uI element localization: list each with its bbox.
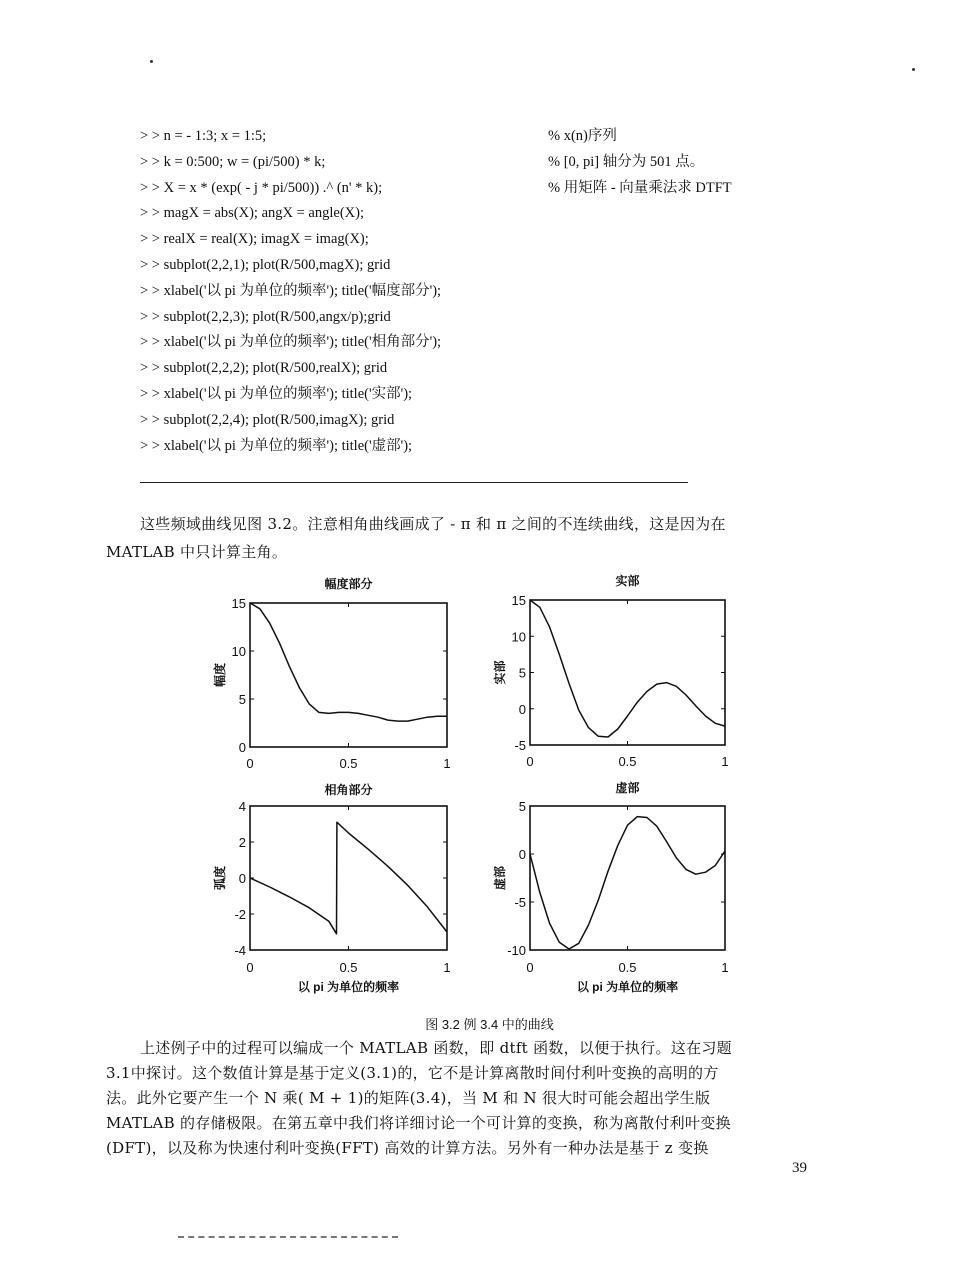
- y-tick-label: -4: [234, 943, 246, 958]
- code-text: > > realX = real(X); imagX = imag(X);: [140, 231, 369, 248]
- series-line: [530, 600, 725, 737]
- scan-artifact: [178, 1236, 398, 1244]
- series-line: [530, 817, 725, 949]
- code-text: > > xlabel('以 pi 为单位的频率'); title('实部');: [140, 385, 413, 402]
- plot-frame: [250, 806, 447, 950]
- code-text: > > subplot(2,2,4); plot(R/500,imagX); grid: [140, 411, 395, 428]
- x-axis-label: 以 pi 为单位的频率: [576, 980, 679, 994]
- code-text: > > subplot(2,2,2); plot(R/500,realX); grid: [140, 360, 388, 377]
- x-tick-label: 1: [443, 960, 451, 975]
- text-line: 法。此外它要产生一个 N 乘( M + 1)的矩阵(3.4)，当 M 和 N 很大时可能会超出学生版: [106, 1089, 711, 1107]
- x-tick-label: 0: [526, 960, 534, 975]
- y-axis-label: 弧度: [213, 865, 227, 891]
- chart-title: 幅度部分: [324, 577, 373, 591]
- text-line: 3.1中探讨。这个数值计算是基于定义(3.1)的，它不是计算离散时间付利叶变换的高明的方: [106, 1064, 719, 1082]
- plot-frame: [530, 600, 725, 745]
- x-tick-label: 1: [721, 754, 729, 769]
- x-tick-label: 0.5: [618, 960, 637, 975]
- x-tick-label: 1: [443, 756, 451, 771]
- y-tick-label: 4: [238, 799, 246, 814]
- code-text: > > k = 0:500; w = (pi/500) * k;: [140, 153, 326, 170]
- y-tick-label: -2: [234, 907, 246, 922]
- code-comment: % 用矩阵 - 向量乘法求 DTFT: [548, 179, 732, 196]
- y-tick-label: 5: [518, 799, 526, 814]
- figure-caption: 图 3.2 例 3.4 中的曲线: [425, 1017, 554, 1032]
- code-text: > > xlabel('以 pi 为单位的频率'); title('幅度部分');: [140, 282, 442, 299]
- x-tick-label: 0.5: [339, 960, 358, 975]
- y-tick-label: 0: [238, 871, 246, 886]
- series-line: [250, 603, 447, 721]
- code-text: > > xlabel('以 pi 为单位的频率'); title('相角部分');: [140, 334, 442, 351]
- code-text: > > subplot(2,2,1); plot(R/500,magX); grid: [140, 256, 391, 273]
- code-text: > > X = x * (exp( - j * pi/500)) .^ (n' * k);: [140, 179, 383, 196]
- chart-title: 实部: [615, 574, 640, 588]
- chart-title: 虚部: [615, 781, 640, 795]
- y-axis-label: 实部: [493, 660, 507, 685]
- text-line: MATLAB 的存储极限。在第五章中我们将详细讨论一个可计算的变换，称为离散付利叶变换: [106, 1114, 731, 1132]
- y-tick-label: 10: [511, 629, 526, 645]
- code-text: > > magX = abs(X); angX = angle(X);: [140, 205, 364, 222]
- x-tick-label: 0.5: [339, 756, 358, 771]
- y-axis-label: 幅度: [213, 662, 227, 688]
- y-tick-label: -5: [514, 895, 526, 910]
- y-tick-label: 0: [518, 701, 526, 717]
- x-tick-label: 0.5: [618, 754, 637, 769]
- text-line: 这些频域曲线见图 3.2。注意相角曲线画成了 - π 和 π 之间的不连续曲线，这是因为在: [140, 515, 726, 533]
- y-tick-label: 15: [511, 593, 526, 608]
- x-tick-label: 0: [246, 756, 254, 771]
- plot-frame: [250, 603, 447, 747]
- y-axis-label: 虚部: [493, 865, 507, 891]
- y-tick-label: 5: [238, 692, 246, 707]
- plot-frame: [530, 806, 725, 950]
- code-comment: % [0, pi] 轴分为 501 点。: [548, 153, 705, 170]
- code-text: > > xlabel('以 pi 为单位的频率'); title('虚部');: [140, 437, 413, 454]
- text-line: (DFT)，以及称为快速付利叶变换(FFT) 高效的计算方法。另外有一种办法是基于 z 变换: [106, 1139, 709, 1157]
- y-tick-label: 0: [518, 847, 526, 862]
- y-tick-label: 10: [231, 644, 246, 659]
- y-tick-label: 15: [231, 596, 246, 611]
- code-text: > > n = - 1:3; x = 1:5;: [140, 128, 267, 144]
- x-tick-label: 0: [526, 754, 534, 769]
- chart-title: 相角部分: [324, 783, 373, 797]
- x-tick-label: 0: [246, 960, 254, 975]
- text-line: 上述例子中的过程可以编成一个 MATLAB 函数，即 dtft 函数，以便于执行。这在习题: [140, 1039, 732, 1057]
- page-number: 39: [792, 1160, 807, 1176]
- y-tick-label: 5: [518, 665, 526, 681]
- code-comment: % x(n)序列: [548, 128, 617, 144]
- y-tick-label: 2: [238, 835, 246, 850]
- series-line: [250, 822, 447, 934]
- y-tick-label: 0: [238, 740, 246, 755]
- x-axis-label: 以 pi 为单位的频率: [297, 980, 400, 994]
- y-tick-label: -10: [507, 943, 526, 958]
- y-tick-label: -5: [514, 738, 526, 753]
- x-tick-label: 1: [721, 960, 729, 975]
- code-text: > > subplot(2,2,3); plot(R/500,angx/p);grid: [140, 308, 391, 325]
- text-line: MATLAB 中只计算主角。: [106, 543, 288, 561]
